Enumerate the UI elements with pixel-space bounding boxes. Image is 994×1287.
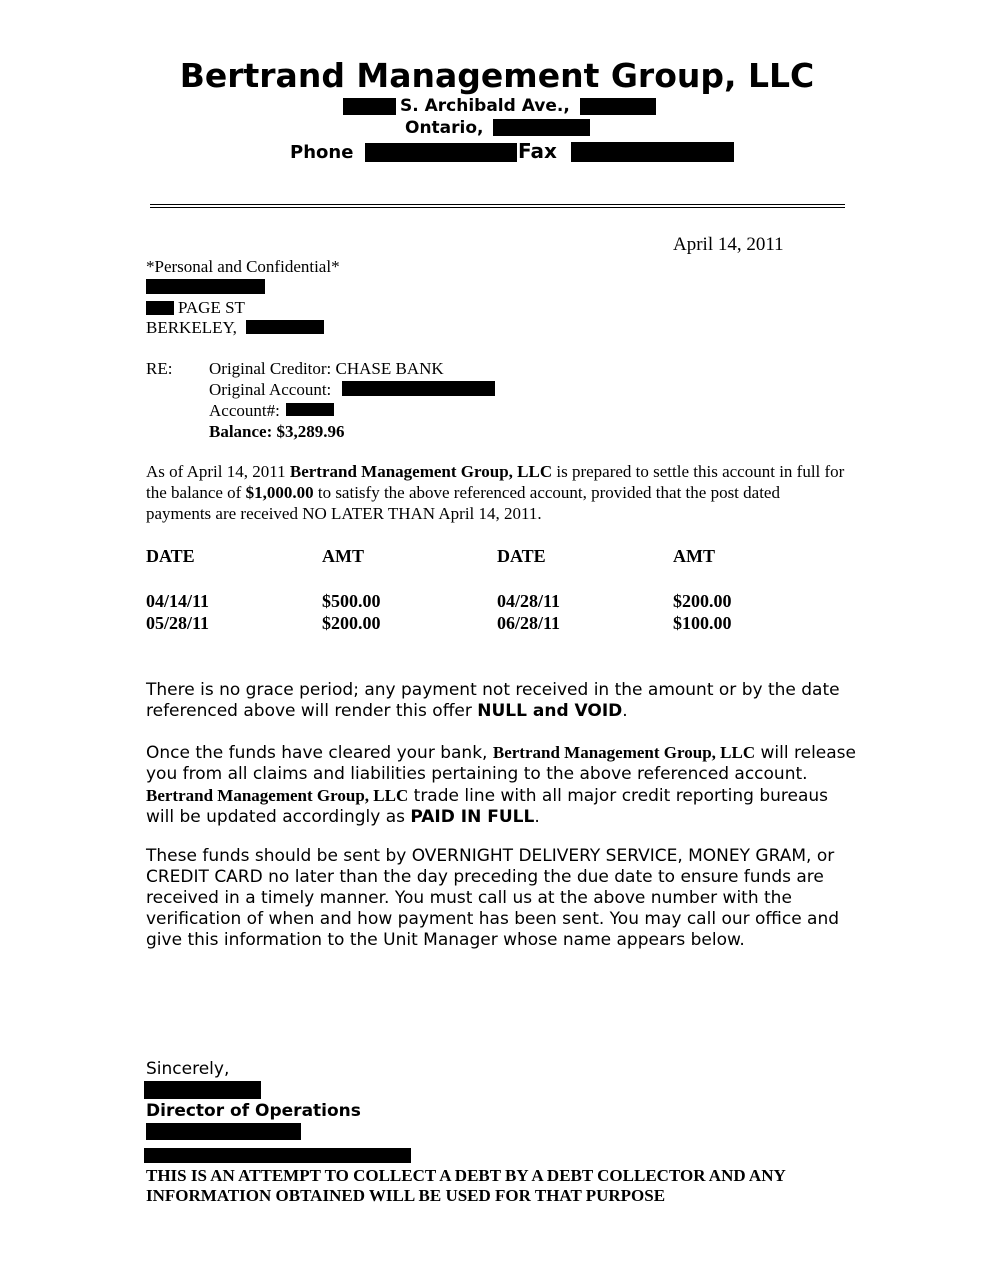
redaction-bar	[146, 1123, 301, 1140]
debt-collection-disclaimer: THIS IS AN ATTEMPT TO COLLECT A DEBT BY A DEBT COLLECTOR AND ANY INFORMATION OBTAINED WILL BE USED FOR THAT PURPOSE	[146, 1166, 786, 1205]
release-paragraph	[146, 742, 858, 828]
null-void-emphasis: NULL and VOID	[477, 701, 623, 721]
balance: Balance: $3,289.96	[209, 422, 345, 441]
address-line-1: S. Archibald Ave.,	[400, 96, 570, 116]
schedule-header-date-1: DATE	[146, 546, 195, 566]
schedule-cell: $200.00	[673, 591, 732, 611]
phone-label: Phone	[290, 142, 354, 163]
schedule-cell: $200.00	[322, 613, 381, 633]
signer-title: Director of Operations	[146, 1101, 361, 1121]
redaction-bar	[144, 1148, 411, 1163]
recipient-street: PAGE ST	[178, 298, 245, 317]
salutation: Sincerely,	[146, 1059, 230, 1079]
offer-text: As of April 14, 2011	[146, 462, 290, 481]
schedule-cell: 04/14/11	[146, 591, 210, 611]
offer-text: to satisfy the above referenced account, provided that the post dated payments are received NO LATER THAN April 14, 2011.	[146, 483, 780, 523]
redaction-bar	[286, 403, 334, 416]
schedule-cell: $500.00	[322, 591, 381, 611]
schedule-cell: 06/28/11	[497, 613, 561, 633]
redaction-bar	[493, 119, 590, 136]
address-line-2: Ontario,	[405, 118, 484, 138]
schedule-header-amt-2: AMT	[673, 546, 715, 566]
letter-date: April 14, 2011	[673, 234, 784, 255]
confidential-notice: *Personal and Confidential*	[146, 257, 340, 276]
redaction-bar	[342, 381, 495, 396]
release-text: .	[534, 807, 540, 827]
redaction-bar	[246, 320, 324, 334]
grace-paragraph	[146, 680, 858, 722]
re-label: RE:	[146, 359, 173, 378]
offer-text: is prepared to settle this account in full for the balance of	[146, 462, 845, 502]
company-title: Bertrand Management Group, LLC	[179, 56, 815, 95]
grace-text: There is no grace period; any payment not received in the amount or by the date referenced above will render this offer	[146, 680, 840, 721]
redaction-bar	[580, 98, 656, 115]
redaction-bar	[146, 301, 174, 315]
instructions-paragraph: These funds should be sent by OVERNIGHT DELIVERY SERVICE, MONEY GRAM, or CREDIT CARD no later than the day preceding the due date to ensure funds are received in a timely manner. You must call us at the above number with the verification of when and how payment has been sent. You may call our office and give this information to the Unit Manager whose name appears below.	[146, 846, 840, 950]
redaction-bar	[365, 143, 517, 162]
offer-paragraph	[146, 461, 846, 524]
release-company: Bertrand Management Group, LLC	[492, 743, 756, 762]
original-account-label: Original Account:	[209, 380, 332, 399]
original-creditor: Original Creditor: CHASE BANK	[209, 359, 444, 378]
redaction-bar	[343, 98, 396, 115]
offer-amount: $1,000.00	[245, 483, 314, 502]
schedule-cell: $100.00	[673, 613, 732, 633]
release-text: will release you from all claims and liabilities pertaining to the above referenced account.	[146, 743, 856, 784]
schedule-cell: 04/28/11	[497, 591, 561, 611]
recipient-city: BERKELEY,	[146, 318, 237, 337]
fax-label: Fax	[518, 139, 557, 163]
offer-company: Bertrand Management Group, LLC	[289, 462, 553, 481]
header-divider	[150, 204, 845, 208]
redaction-bar	[571, 142, 734, 162]
release-company: Bertrand Management Group, LLC	[146, 786, 409, 805]
schedule-cell: 05/28/11	[146, 613, 210, 633]
paid-in-full-emphasis: PAID IN FULL	[410, 807, 535, 827]
grace-text: .	[622, 701, 628, 721]
schedule-header-date-2: DATE	[497, 546, 546, 566]
account-label: Account#:	[209, 401, 280, 420]
schedule-header-amt-1: AMT	[322, 546, 364, 566]
release-text: Once the funds have cleared your bank,	[146, 743, 493, 763]
redaction-bar	[146, 279, 265, 294]
redaction-bar	[144, 1081, 261, 1099]
release-text: trade line with all major credit reporting bureaus will be updated accordingly as	[146, 786, 829, 827]
